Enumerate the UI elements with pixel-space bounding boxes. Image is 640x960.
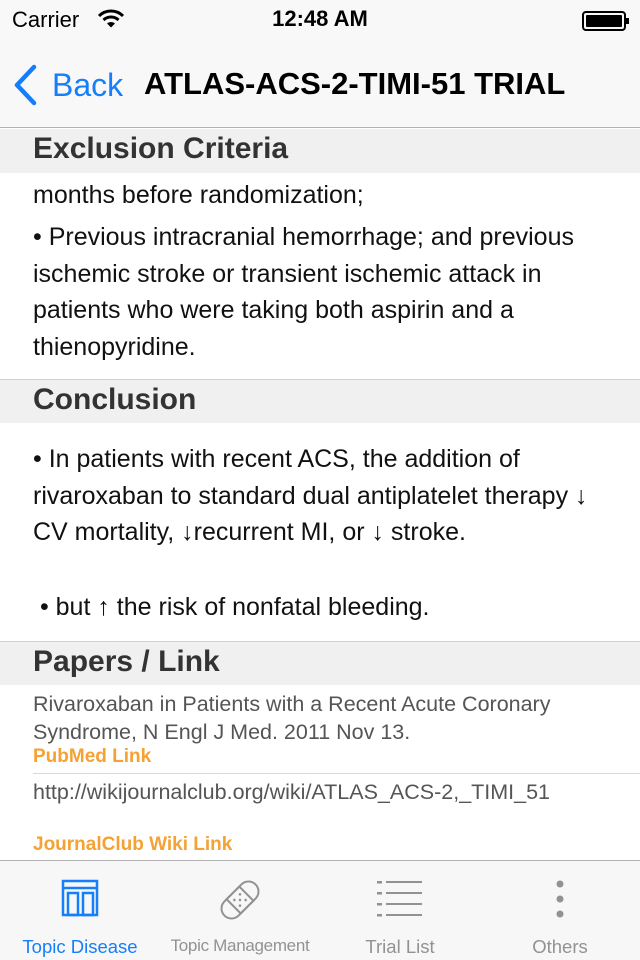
clock-label: 12:48 AM <box>272 6 368 31</box>
battery-icon <box>582 11 630 31</box>
back-button[interactable] <box>12 62 123 108</box>
chevron-left-icon <box>12 64 38 106</box>
page-title: ATLAS-ACS-2-TIMI-51 TRIAL <box>144 66 566 101</box>
detail-scroll-view[interactable] <box>0 129 640 860</box>
conclusion-text-1: • In patients with recent ACS, the addition of rivaroxaban to standard dual antiplatelet therapy ↓ CV mortality, ↓recurrent MI, or ↓ stroke. <box>33 445 588 546</box>
list-icon <box>375 879 425 919</box>
papers-header <box>0 641 640 685</box>
bandage-icon <box>215 875 265 925</box>
journalclub-wiki-link[interactable]: JournalClub Wiki Link <box>33 834 233 855</box>
exclusion-criteria-title: Exclusion Criteria <box>33 132 289 165</box>
more-icon <box>555 879 565 919</box>
tab-topic-disease[interactable] <box>0 861 160 960</box>
tab-label: Topic Management <box>170 936 310 955</box>
tab-topic-management[interactable] <box>160 861 320 960</box>
carrier-label: Carrier <box>12 7 80 32</box>
row-divider <box>33 773 640 774</box>
tab-label: Topic Disease <box>22 936 138 957</box>
conclusion-title: Conclusion <box>33 383 197 416</box>
exclusion-criteria-header <box>0 129 640 173</box>
topic-disease-icon <box>61 879 99 917</box>
conclusion-header <box>0 379 640 423</box>
navigation-bar <box>0 40 640 128</box>
back-label: Back <box>52 66 124 103</box>
exclusion-text-1: months before randomization; <box>33 181 364 209</box>
wiki-url: http://wikijournalclub.org/wiki/ATLAS_ACS-2,_TIMI_51 <box>33 780 551 804</box>
pubmed-link[interactable]: PubMed Link <box>33 746 152 767</box>
paper-citation: Rivaroxaban in Patients with a Recent Acute Coronary Syndrome, N Engl J Med. 2011 Nov 13. <box>33 692 551 744</box>
tab-label: Trial List <box>365 936 435 957</box>
tab-trial-list[interactable] <box>320 861 480 960</box>
papers-title: Papers / Link <box>33 645 220 678</box>
tab-bar <box>0 860 640 960</box>
conclusion-text-2: • but ↑ the risk of nonfatal bleeding. <box>33 593 430 621</box>
status-bar <box>0 0 640 40</box>
tab-label: Others <box>532 936 588 957</box>
tab-others[interactable] <box>480 861 640 960</box>
exclusion-text-2: • Previous intracranial hemorrhage; and previous ischemic stroke or transient ischemic attack in patients who were taking both aspirin and a thienopyridine. <box>33 223 574 361</box>
